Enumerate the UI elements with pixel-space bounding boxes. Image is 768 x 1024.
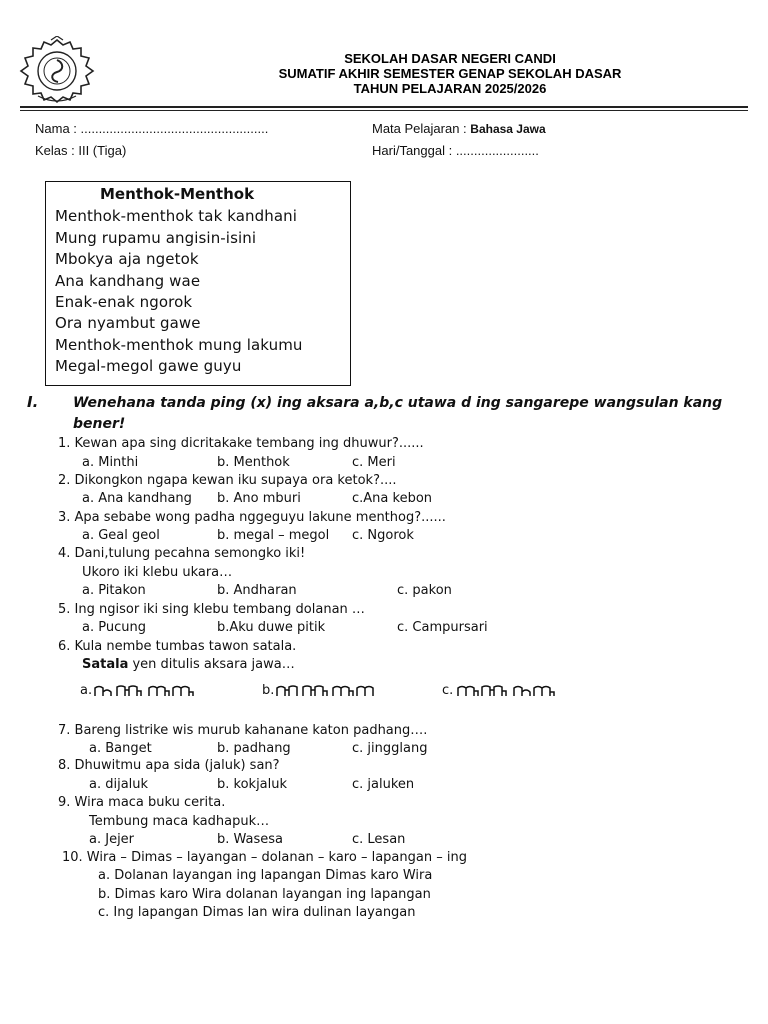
option-1c: c. Meri <box>352 455 396 470</box>
date-field: Hari/Tanggal : ....................... <box>372 143 539 158</box>
option-2c: c.Ana kebon <box>352 491 433 506</box>
header-rule-thin <box>20 110 748 111</box>
option-10a: a. Dolanan layangan ing lapangan Dimas karo Wira <box>98 868 433 883</box>
option-9b: b. Wasesa <box>217 832 284 847</box>
document-header <box>0 51 768 96</box>
option-4c: c. pakon <box>397 583 452 598</box>
option-8c: c. jaluken <box>352 777 415 792</box>
option-1a: a. Minthi <box>82 455 139 470</box>
javanese-script-icon <box>93 684 199 698</box>
option-7a: a. Banget <box>89 741 152 756</box>
poem-line: Menthok-menthok mung lakumu <box>55 336 303 354</box>
option-6b-label: b. <box>262 683 275 698</box>
option-2a: a. Ana kandhang <box>82 491 192 506</box>
question-3: 3. Apa sebabe wong padha nggeguyu lakune menthog?...... <box>58 510 446 525</box>
option-6a <box>80 683 199 698</box>
subject-value: Bahasa Jawa <box>470 122 546 136</box>
section-number: I. <box>27 393 39 411</box>
option-1b: b. Menthok <box>217 455 290 470</box>
option-4b: b. Andharan <box>217 583 297 598</box>
option-7c: c. jingglang <box>352 741 428 756</box>
poem-line: Mbokya aja ngetok <box>55 250 199 268</box>
poem-line: Ana kandhang wae <box>55 272 201 290</box>
javanese-script-icon <box>454 684 560 698</box>
question-4: 4. Dani,tulung pecahna semongko iki! <box>58 546 306 561</box>
option-5b: b.Aku duwe pitik <box>217 620 326 635</box>
option-3b: b. megal – megol <box>217 528 330 543</box>
subject-label: Mata Pelajaran : <box>372 121 471 136</box>
subject-field <box>372 121 546 136</box>
question-7: 7. Bareng listrike wis murub kahanane katon padhang…. <box>58 723 428 738</box>
question-9-subline: Tembung maca kadhapuk… <box>89 814 270 829</box>
option-6a-label: a. <box>80 683 93 698</box>
option-9a: a. Jejer <box>89 832 135 847</box>
option-2b: b. Ano mburi <box>217 491 301 506</box>
question-5: 5. Ing ngisor iki sing klebu tembang dolanan … <box>58 602 365 617</box>
question-6: 6. Kula nembe tumbas tawon satala. <box>58 639 297 654</box>
poem-line: Menthok-menthok tak kandhani <box>55 207 298 225</box>
question-4-subline: Ukoro iki klebu ukara… <box>82 565 233 580</box>
option-8b: b. kokjaluk <box>217 777 288 792</box>
option-3a: a. Geal geol <box>82 528 160 543</box>
javanese-script-icon <box>275 684 381 698</box>
question-6-keyword: Satala <box>82 657 129 672</box>
option-6b <box>262 683 381 698</box>
poem-line: Enak-enak ngorok <box>55 293 193 311</box>
question-8: 8. Dhuwitmu apa sida (jaluk) san? <box>58 758 280 773</box>
question-1: 1. Kewan apa sing dicritakake tembang ing dhuwur?...... <box>58 436 424 451</box>
question-9: 9. Wira maca buku cerita. <box>58 795 226 810</box>
question-10: 10. Wira – Dimas – layangan – dolanan – karo – lapangan – ing <box>62 850 467 865</box>
option-9c: c. Lesan <box>352 832 406 847</box>
question-2: 2. Dikongkon ngapa kewan iku supaya ora ketok?.... <box>58 473 397 488</box>
option-4a: a. Pitakon <box>82 583 146 598</box>
student-name-field: Nama : .................................................... <box>35 121 269 136</box>
poem-line: Ora nyambut gawe <box>55 314 201 332</box>
poem-line: Megal-megol gawe guyu <box>55 357 242 375</box>
option-6c <box>442 683 560 698</box>
exam-title: SUMATIF AKHIR SEMESTER GENAP SEKOLAH DASAR <box>278 66 622 81</box>
option-10b: b. Dimas karo Wira dolanan layangan ing lapangan <box>98 887 431 902</box>
option-7b: b. padhang <box>217 741 291 756</box>
option-3c: c. Ngorok <box>352 528 414 543</box>
poem-title: Menthok-Menthok <box>100 185 255 203</box>
academic-year: TAHUN PELAJARAN 2025/2026 <box>353 81 547 96</box>
option-5c: c. Campursari <box>397 620 488 635</box>
class-field: Kelas : III (Tiga) <box>35 143 127 158</box>
poem-line: Mung rupamu angisin-isini <box>55 229 257 247</box>
option-6c-label: c. <box>442 683 454 698</box>
section-instruction: Wenehana tanda ping (x) ing aksara a,b,c utawa d ing sangarepe wangsulan kang bener! <box>73 395 723 432</box>
header-rule-thick <box>20 106 748 108</box>
question-6-rest: yen ditulis aksara jawa… <box>128 657 295 672</box>
option-8a: a. dijaluk <box>89 777 149 792</box>
school-name: SEKOLAH DASAR NEGERI CANDI <box>344 51 556 66</box>
option-10c: c. Ing lapangan Dimas lan wira dulinan layangan <box>98 905 416 920</box>
question-6-subline <box>82 657 295 672</box>
option-5a: a. Pucung <box>82 620 146 635</box>
